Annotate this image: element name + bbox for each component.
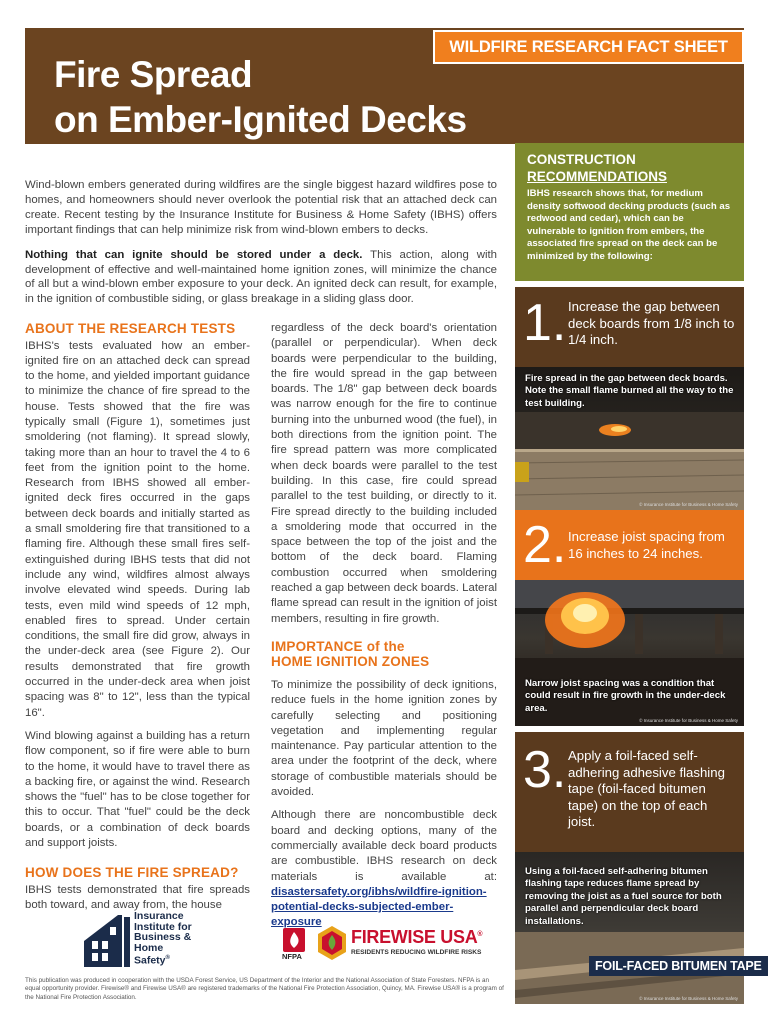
fact-sheet-badge: WILDFIRE RESEARCH FACT SHEET: [433, 30, 744, 64]
wind-paragraph: Wind blowing against a building has a return flow component, so if fire were able to burn to the home, it would have to travel there as a backing fire, or against the wind. Research shows the "fuel" has to be close together for this to occur. That "fuel" could be the deck boards, or a combination of deck boards and support joists.: [25, 729, 250, 849]
heading-ignition-zones-line-2: HOME IGNITION ZONES: [271, 654, 430, 670]
recommendations-body: IBHS research shows that, for medium density softwood decking products (such as redwood and cedar), which can be vulnerable to ignition from embers, the associated fire spread on the deck can be minimized by the following:: [527, 188, 731, 262]
photo-3-credit: © Insurance Institute for Business & Home Safety: [639, 996, 738, 1001]
column-1: [25, 321, 250, 921]
research-link[interactable]: disastersafety.org/ibhs/wildfire-ignition-potential-decks-subjected-ember-exposure: [271, 885, 487, 929]
firewise-wordmark: [351, 927, 482, 948]
orientation-paragraph: regardless of the deck board's orientation (parallel or perpendicular). When deck boards were perpendicular to the building, the fire would spread in the gap between boards. The 1/8" gap between deck boards was narrow enough for the fire to continue burning into the unburned wood (the fuel), in both directions from the ignition point. The fire spread pattern was more complicated when deck boards were parallel to the test building. In this case, fire could spread parallel to the test building, or directly to it. Fire spread directly to the building included a smoldering mode that occurred in the space between the top of the joist and the bottom of the deck board. Flaming combustion occurred when smoldering reached a gap between deck boards. Lateral flame spread can result in the ignition of joist members, resulting in fire growth.: [271, 322, 497, 625]
footer-disclaimer: This publication was produced in cooperation with the USDA Forest Service, US Department of the Interior and the National Association of State Foresters. NFPA is an equal opportunity provider. Firewise® and Firewise USA® are registered trademarks of the National Fire Protection Association, Quincy, MA. Firewise USA® is a program of the National Fire Protection Association.: [25, 977, 504, 1001]
heading-ignition-zones: [271, 639, 497, 670]
ibhs-line-2: Institute for: [134, 920, 192, 933]
intro-bold-lead: Nothing that can ignite should be stored under a deck.: [25, 248, 363, 261]
title-line-1: Fire Spread: [54, 54, 253, 95]
nfpa-label: NFPA: [282, 952, 302, 961]
photo-under-deck-fire: [515, 580, 744, 726]
heading-ignition-zones-line-1: IMPORTANCE of the: [271, 638, 405, 654]
noncombustible-text: Although there are noncombustible deck board and decking options, many of the commercially available deck board products are combustible. IBHS research on deck materials is available at:: [271, 809, 497, 883]
ibhs-line-3: Business &: [134, 931, 192, 944]
spread-paragraph: IBHS tests demonstrated that fire spreads both toward, and away from, the house: [25, 883, 250, 912]
intro-paragraph-2: [25, 248, 497, 308]
firewise-name: FIREWISE USA: [351, 927, 478, 947]
firewise-logo-group: [281, 924, 501, 962]
zones-paragraph: To minimize the possibility of deck ignitions, reduce fuels in the home ignition zones by carefully selecting and positioning vegetation and implementing regular maintenance. Pay particular attention to the area under the footprint of the deck, where storage of combustible materials should be avoided.: [271, 678, 497, 799]
heading-fire-spread: HOW DOES THE FIRE SPREAD?: [25, 865, 239, 881]
step-1: [515, 287, 744, 367]
recommendations-heading: [527, 151, 732, 185]
construction-recommendations-box: [515, 143, 744, 281]
page-title: [54, 52, 467, 142]
ibhs-registered-mark: ®: [165, 955, 170, 962]
heading-research-tests: ABOUT THE RESEARCH TESTS: [25, 321, 236, 336]
title-line-2: on Ember-Ignited Decks: [54, 99, 467, 140]
firewise-registered-mark: ®: [477, 931, 483, 938]
research-paragraph: IBHS's tests evaluated how an ember-ignited fire on an attached deck can spread to the home, and yielded important guidance to minimize the chance of fire spread to the house. Tests showed that the fire was typically small (Figure 1), sometimes just smoldering (not flaming). It spread slowly, taking more than an hour to travel the 4 to 6 feet from the ignition point to the home. Research from IBHS showed all ember-ignited deck fires occurred in the gaps between deck boards and initially started as a small smoldering fire that transitioned to a flaming fire. Although these small fires self-extinguished during IBHS tests that did not include any wind, wildfires almost always involve elevated wind speeds. During lab tests, even mild wind speeds of 12 mph, enabled fires to spread. Under certain conditions, the small fire did grow, always in the under-deck area (see Figure 2). Our results demonstrated that fire growth occurred in the under-deck area when joist spacing was 8" to 12", less than the typical 16".: [25, 339, 250, 719]
step-2: [515, 510, 744, 580]
column-2: [271, 321, 497, 939]
firewise-tagline: RESIDENTS REDUCING WILDFIRE RISKS: [351, 949, 482, 956]
photo-deck-gap-fire: [515, 367, 744, 510]
ibhs-line-5: Safety: [134, 954, 166, 967]
intro-section: [25, 178, 497, 317]
step-3: [515, 732, 744, 852]
ibhs-line-1: Insurance: [134, 910, 184, 922]
recommendations-heading-line-1: CONSTRUCTION: [527, 152, 636, 167]
photo-foil-tape: [515, 852, 744, 1004]
noncombustible-paragraph: [271, 808, 497, 930]
step-3-text: Apply a foil-faced self-adhering adhesive flashing tape (foil-faced bitumen tape) on the top of each joist.: [568, 748, 725, 829]
photo-2-credit: © Insurance Institute for Business & Home Safety: [639, 718, 738, 723]
step-1-text: Increase the gap between deck boards from 1/8 inch to 1/4 inch.: [568, 299, 735, 347]
step-2-text: Increase joist spacing from 16 inches to 24 inches.: [568, 529, 725, 561]
recommendations-heading-line-2: RECOMMENDATIONS: [527, 169, 667, 184]
photo-1-caption: Fire spread in the gap between deck boards. Note the small flame burned all the way to the test building.: [525, 373, 734, 409]
foil-bitumen-tape-label: FOIL-FACED BITUMEN TAPE: [589, 956, 768, 976]
intro-paragraph-1: Wind-blown embers generated during wildfires are the single biggest hazard wildfires pose to homes, and homeowners should never overlook the potential risk that an attached deck can create. Recent testing by the Insurance Institute for Business & Home Safety (IBHS) offers important findings that can help minimize risk from wind-blown embers to decks.: [25, 179, 497, 236]
step-2-number: 2.: [523, 516, 567, 574]
photo-3-caption: Using a foil-faced self-adhering bitumen flashing tape reduces flame spread by removing the joist as a fuel source for both parallel and perpendicular deck board installations.: [525, 866, 722, 927]
ibhs-building-icon: [82, 911, 142, 969]
ibhs-logo: [82, 911, 202, 969]
firewise-seal-icon: [315, 924, 349, 962]
ibhs-line-4: Home: [134, 941, 164, 954]
photo-1-credit: © Insurance Institute for Business & Home Safety: [639, 502, 738, 507]
photo-2-caption: Narrow joist spacing was a condition that could result in fire growth in the under-deck area.: [525, 678, 726, 714]
intro-paragraph-2-rest: This action, along with development of effective and well-maintained home ignition zones, will minimize the chance of all but a wind-blown ember exposure to your deck. An ignited deck can result, for example, in the ignition of combustible siding, or glass breakage in a sliding glass door.: [25, 248, 497, 306]
step-1-number: 1.: [523, 294, 567, 352]
step-3-number: 3.: [523, 741, 567, 799]
ibhs-wordmark: [134, 911, 192, 966]
